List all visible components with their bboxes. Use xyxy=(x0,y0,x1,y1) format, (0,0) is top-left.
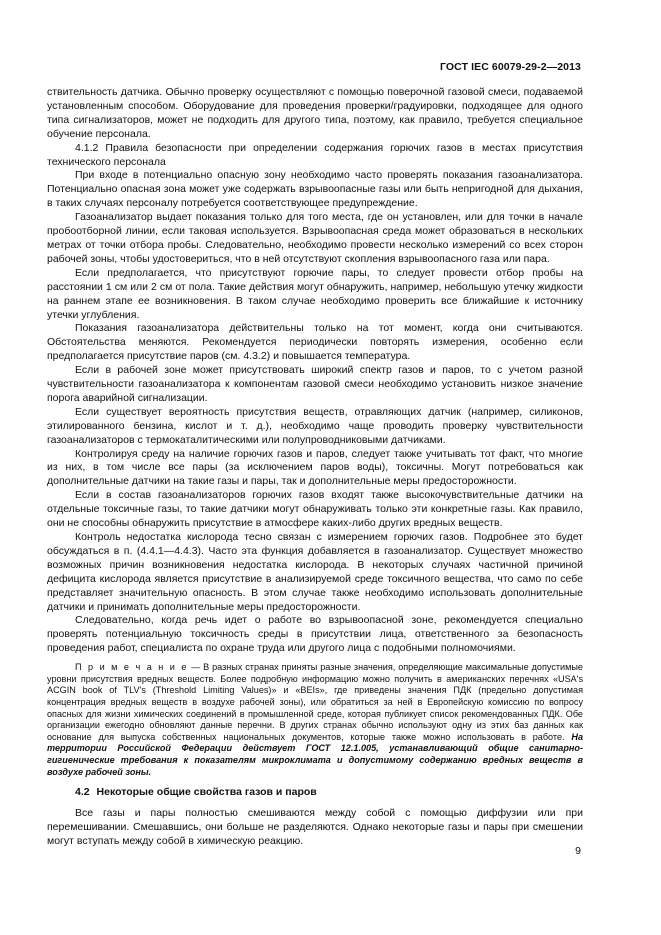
paragraph: Контролируя среду на наличие горючих газов и паров, следует также учитывать тот факт, что многие из них, в том числе все пары (за исключением паров воды), токсичны. Могут потребоваться как дополнительные датчики на такие газы и пары, так и дополнительные меры предосторожности. xyxy=(47,447,583,488)
section-number: 4.2 xyxy=(75,786,90,799)
paragraph-continuation: ствительность датчика. Обычно проверку осуществляют с помощью поверочной газовой смеси, подаваемой установленным способом. Оборудование для проведения проверки/градуировки, подходящее для одного типа сигнализаторов, может не подходить для другого типа, поэтому, как правило, требуется специальное обучение персонала. xyxy=(47,86,583,140)
section-title: Некоторые общие свойства газов и паров xyxy=(96,786,317,799)
page-body xyxy=(47,86,583,849)
paragraph: Если существует вероятность присутствия веществ, отравляющих датчик (например, силиконов, этилированного бензина, кислот и т. д.), необходимо чаще проводить проверку чувствительности газоанализаторов с термокаталитическими или полупроводниковыми датчиками. xyxy=(47,405,583,446)
document-code-header: ГОСТ IEC 60079-29-2—2013 xyxy=(439,61,581,73)
paragraph: Все газы и пары полностью смешиваются между собой с помощью диффузии или при перемешивании. Смешавшись, они больше не разделяются. Однако некоторые газы и пары при смешении могут вступать между собой в химическую реакцию. xyxy=(47,807,583,847)
paragraph: Если в состав газоанализаторов горючих газов входят также высокочувствительные датчики на отдельные токсичные газы, то такие датчики могут обнаруживать только эти конкретные газы. Как правило, они не способны обнаружить присутствие в атмосфере каких-либо других вредных веществ. xyxy=(47,489,583,530)
paragraph: Следовательно, когда речь идет о работе во взрывоопасной зоне, рекомендуется специально проверять потенциальную токсичность среды в присутствии лица, ответственного за безопасность проведения работ, специалиста по охране труда или другого лица с подобными полномочиями. xyxy=(47,614,583,655)
paragraph: Если предполагается, что присутствуют горючие пары, то следует провести отбор пробы на расстоянии 1 см или 2 см от пола. Такие действия могут обнаружить, например, небольшую утечку жидкости на раннем этапе ее возникновения. В таком случае необходимо проверить все ближайшие к источнику утечки углубления. xyxy=(47,266,583,321)
subsection-heading: 4.1.2 Правила безопасности при определении содержания горючих газов в местах присутствия технического персонала xyxy=(47,141,583,168)
page-number: 9 xyxy=(575,845,581,857)
paragraph: При входе в потенциально опасную зону необходимо часто проверять показания газоанализатора. Потенциально опасная зона может уже содержать взрывоопасные газы или быть непригодной для дыхания, в таких случаях персоналу потребуется соответствующее предупреждение. xyxy=(47,169,583,210)
note-text: — В разных странах приняты разные значения, определяющие максимальные допустимые уровни присутствия вредных веществ. Более подробную информацию можно получить в американских перечнях «USA's ACGIN book of TLV's (Threshold Limiting Values)» и «BEIs», где приведены значения ПДК (предельно допустимая концентрация вредных веществ в воздухе рабочей зоны), или обратиться за ней в Европейскую комиссию по вопросу опасных для жизни химических соединений в промышленной среде, которая публикует список рекомендованных ПДК. Обе организации ежегодно обновляют данные перечни. В других странах обычно используют одну из этих баз данных как основание для выпуска собственных национальных документов, которые также можно использовать в работе. xyxy=(47,662,583,742)
section-heading xyxy=(47,786,583,800)
note-label: П р и м е ч а н и е xyxy=(75,662,189,673)
paragraph: Показания газоанализатора действительны только на тот момент, когда они считываются. Обстоятельства меняются. Рекомендуется периодически повторять измерения, особенно если предполагается присутствие паров (см. 4.3.2) и повышается температура. xyxy=(47,322,583,363)
paragraph: Газоанализатор выдает показания только для того места, где он установлен, или для точки в начале пробоотборной линии, если таковая используется. Взрывоопасная среда может образоваться в нескольких метрах от точки отбора пробы. Следовательно, необходимо провести несколько измерений со всех сторон рабочей зоны, чтобы удостовериться, что в ней отсутствуют скопления взрывоопасного газа или пара. xyxy=(47,211,583,265)
note-emphasis: На территории Российской Федерации действует ГОСТ 12.1.005, устанавливающий общие санитарно-гигиенические требования к показателям микроклимата и допустимому содержанию вредных веществ в воздухе рабочей зоны. xyxy=(47,731,583,777)
note-block xyxy=(47,662,583,778)
paragraph: Контроль недостатка кислорода тесно связан с измерением горючих газов. Подробнее это будет обсуждаться в п. (4.4.1—4.4.3). Часто эта функция добавляется в газоанализатор. Существует множество возможных причин возникновения недостатка кислорода. В некоторых случаях частичной причиной дефицита кислорода является присутствие в анализируемой среде токсичного вещества, что само по себе представляет значительную опасность. В этом случае также необходимо использовать дополнительные датчики и принимать дополнительные меры предосторожности. xyxy=(47,531,583,613)
paragraph: Если в рабочей зоне может присутствовать широкий спектр газов и паров, то с учетом разной чувствительности газоанализатора к компонентам газовой смеси необходимо установить низкое значение порога аварийной сигнализации. xyxy=(47,364,583,404)
